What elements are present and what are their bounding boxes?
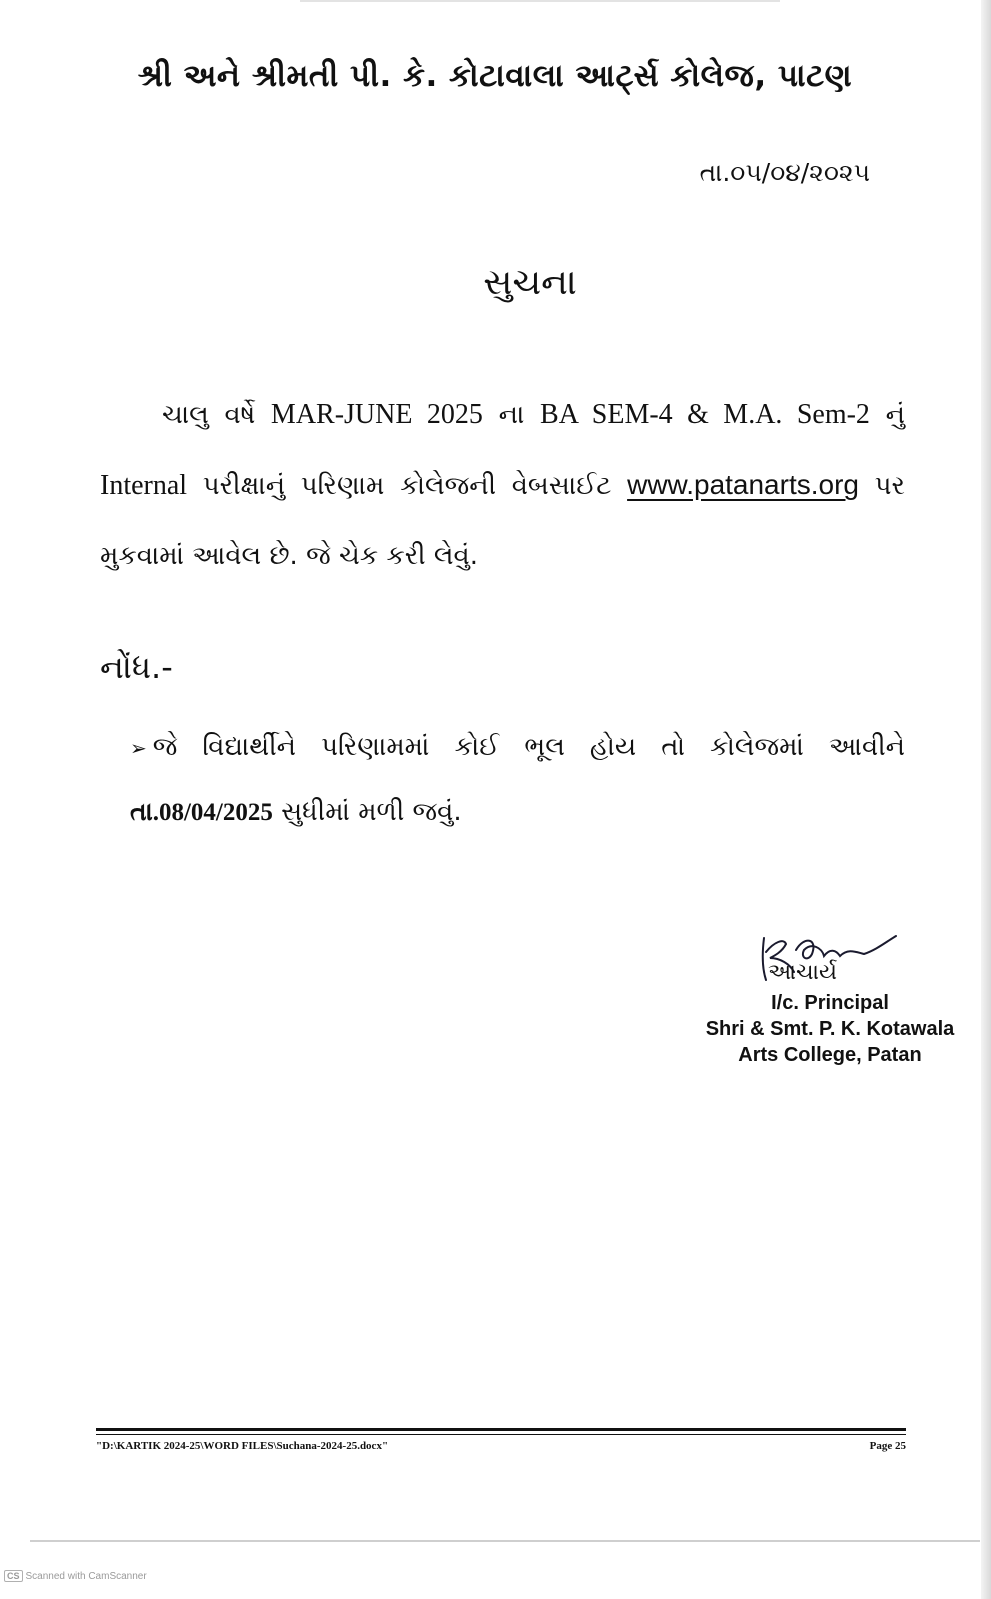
note-item [130, 715, 905, 845]
scanner-watermark [4, 1570, 147, 1582]
notice-date: તા.૦૫/૦૪/૨૦૨૫ [699, 158, 870, 187]
top-divider [300, 0, 780, 2]
note-text-2: સુધીમાં મળી જવું. [272, 797, 462, 827]
college-heading: શ્રી અને શ્રીમતી પી. કે. કોટાવાલા આર્ટ્સ કોલેજ, પાટણ [137, 58, 853, 94]
arrow-bullet-icon: ➢ [130, 736, 147, 760]
institution-line-1: Shri & Smt. P. K. Kotawala [705, 1018, 955, 1040]
principal-title-gujarati: આચાર્ય [768, 960, 837, 985]
body-text-4: પરીક્ષાનું પરિણામ કોલેજની વેબસાઈટ [187, 471, 628, 501]
internal-label: Internal [100, 470, 188, 501]
note-heading: નોંધ.- [100, 648, 173, 686]
notice-body [100, 380, 905, 591]
institution-line-2: Arts College, Patan [738, 1044, 922, 1066]
footer-divider-thick [96, 1428, 906, 1431]
body-text-5: પર મુકવામાં આવેલ છે. જે ચેક કરી લેવું. [100, 471, 905, 571]
course-names: BA SEM-4 & M.A. Sem-2 [540, 399, 870, 430]
scan-bottom-edge [30, 1540, 980, 1542]
exam-term: MAR-JUNE 2025 [270, 399, 483, 430]
website-link[interactable]: www.patanarts.org [627, 469, 859, 500]
scanner-text: Scanned with CamScanner [25, 1571, 147, 1582]
footer-page-number: Page 25 [869, 1440, 906, 1452]
signature-block [700, 990, 960, 1068]
principal-role: I/c. Principal [771, 992, 889, 1014]
notice-title: સુચના [483, 262, 577, 303]
footer-divider-thin [96, 1434, 906, 1435]
body-text-1: ચાલુ વર્ષે [162, 400, 271, 430]
body-text-2: ના [482, 400, 541, 430]
scan-edge-shadow [981, 0, 991, 1599]
camscanner-logo-icon: CS [4, 1570, 23, 1582]
note-text-1: જે વિદ્યાર્થીને પરિણામમાં કોઈ ભૂલ હોય તો કોલેજમાં આવીને [152, 732, 905, 762]
deadline-date: તા.08/04/2025 [130, 799, 273, 826]
body-text-3: નું [869, 400, 905, 430]
footer-file-path: "D:\KARTIK 2024-25\WORD FILES\Suchana-2024-25.docx" [96, 1440, 389, 1452]
